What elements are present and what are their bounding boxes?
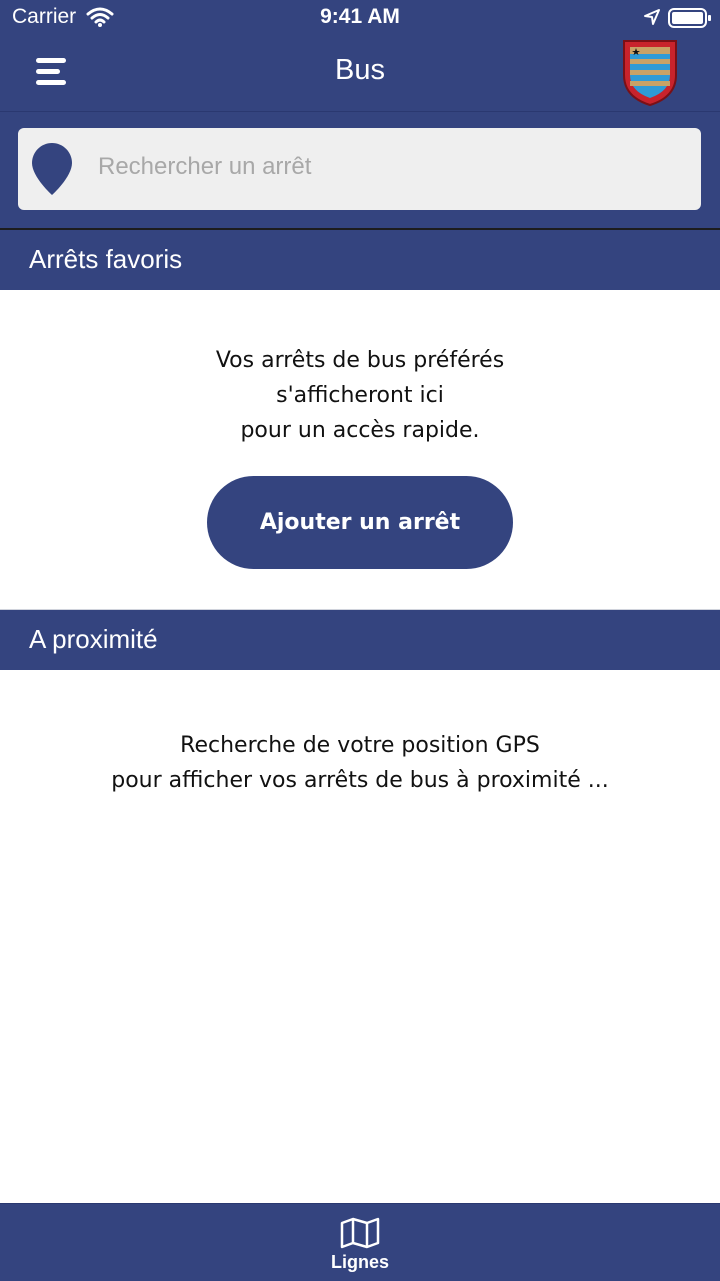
nearby-section-header <box>0 609 720 670</box>
favorites-message-line: s'afficheront ici <box>276 383 444 408</box>
nearby-status-message <box>0 728 720 798</box>
battery-icon <box>668 8 712 28</box>
favorites-section-header <box>0 230 720 290</box>
map-pin-icon <box>30 141 74 197</box>
navigation-bar <box>0 36 720 112</box>
map-icon <box>340 1217 380 1249</box>
search-placeholder: Rechercher un arrêt <box>98 153 312 180</box>
add-stop-button[interactable]: Ajouter un arrêt <box>207 476 513 569</box>
favorites-message-line: pour un accès rapide. <box>240 418 480 443</box>
nearby-message-line: pour afficher vos arrêts de bus à proximité ... <box>111 768 609 793</box>
search-input[interactable] <box>18 128 701 210</box>
favorites-header-label: Arrêts favoris <box>29 244 183 274</box>
carrier-label: Carrier <box>12 5 77 28</box>
tab-bar <box>0 1203 720 1281</box>
location-arrow-icon <box>643 8 661 26</box>
favorites-empty-message <box>0 343 720 448</box>
nearby-message-line: Recherche de votre position GPS <box>180 733 540 758</box>
search-area <box>0 112 720 230</box>
coat-of-arms-logo <box>622 39 678 107</box>
favorites-message-line: Vos arrêts de bus préférés <box>215 348 505 373</box>
status-time: 9:41 AM <box>320 5 400 28</box>
tab-lignes[interactable] <box>310 1204 410 1281</box>
status-bar <box>0 0 720 36</box>
page-title: Bus <box>335 54 385 86</box>
tab-label: Lignes <box>330 1252 389 1272</box>
nearby-header-label: A proximité <box>29 624 158 654</box>
